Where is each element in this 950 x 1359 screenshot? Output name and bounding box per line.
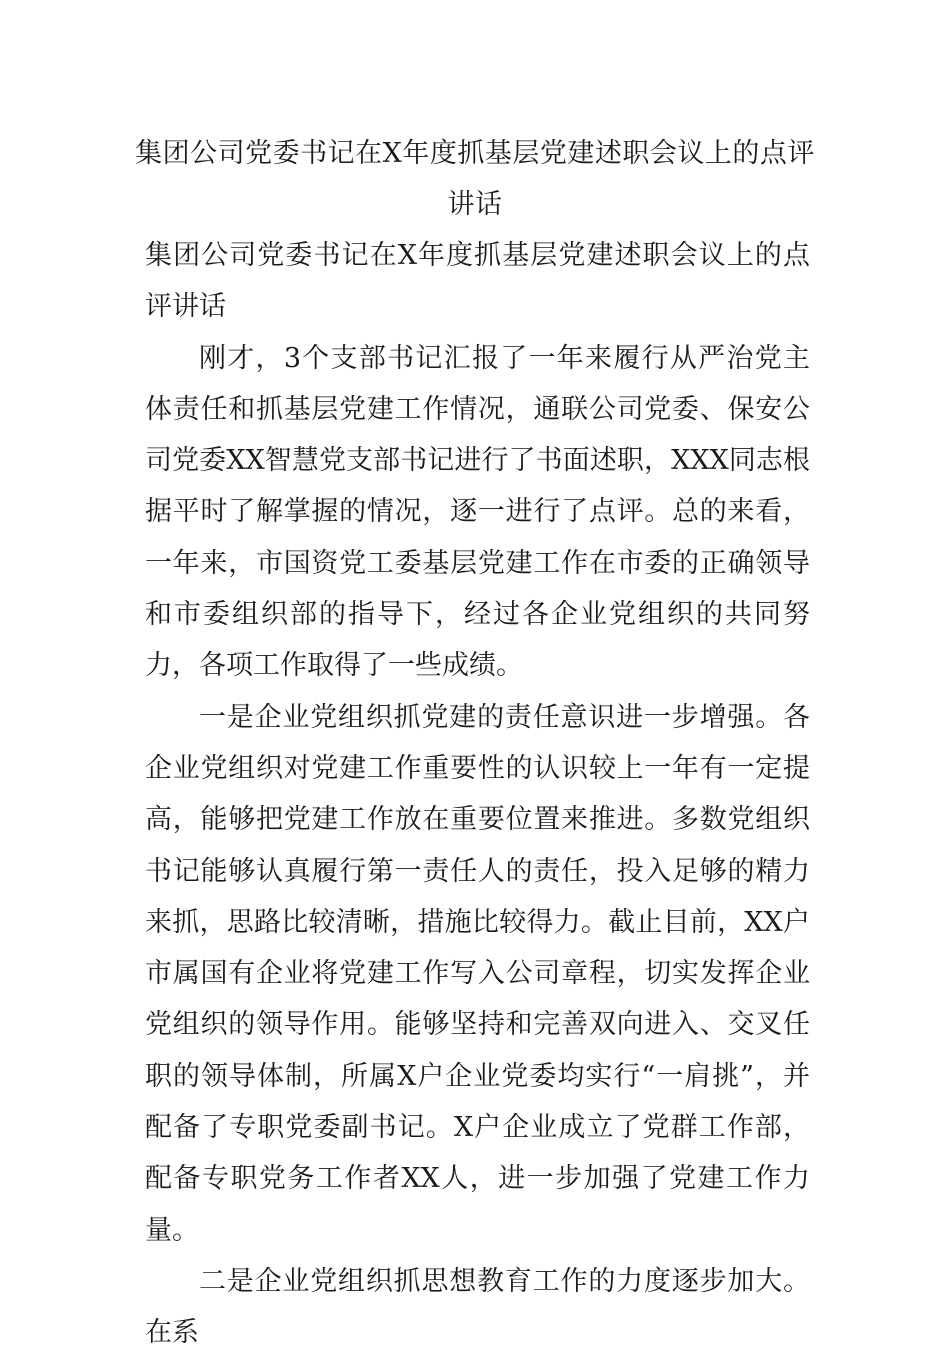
repeated-heading: 集团公司党委书记在X年度抓基层党建述职会议上的点评讲话 bbox=[145, 240, 810, 323]
paragraph-intro: 刚才，3个支部书记汇报了一年来履行从严治党主体责任和抓基层党建工作情况，通联公司党委、保安公司党委XX智慧党支部书记进行了书面述职，XXX同志根据平时了解掌握的情况，逐一进行了点评。总的来看，一年来，市国资党工委基层党建工作在市委的正确领导和市委组织部的指导下，经过各企业党组织的共同努力，各项工作取得了一些成绩。 bbox=[145, 342, 810, 682]
document-title: 集团公司党委书记在X年度抓基层党建述职会议上的点评讲话 bbox=[135, 138, 815, 220]
paragraph-point-one: 一是企业党组织抓党建的责任意识进一步增强。各企业党组织对党建工作重要性的认识较上一年有一定提高，能够把党建工作放在重要位置来推进。多数党组织书记能够认真履行第一责任人的责任，投入足够的精力来抓，思路比较清晰，措施比较得力。截止目前，XX户市属国有企业将党建工作写入公司章程，切实发挥企业党组织的领导作用。能够坚持和完善双向进入、交叉任职的领导体制，所属X户企业党委均实行“一肩挑”，并配备了专职党委副书记。X户企业成立了党群工作部，配备专职党务工作者XX人，进一步加强了党建工作力量。 bbox=[145, 701, 810, 1246]
document-body bbox=[145, 230, 810, 1359]
paragraph-point-two: 二是企业党组织抓思想教育工作的力度逐步加大。在系 bbox=[145, 1265, 810, 1349]
